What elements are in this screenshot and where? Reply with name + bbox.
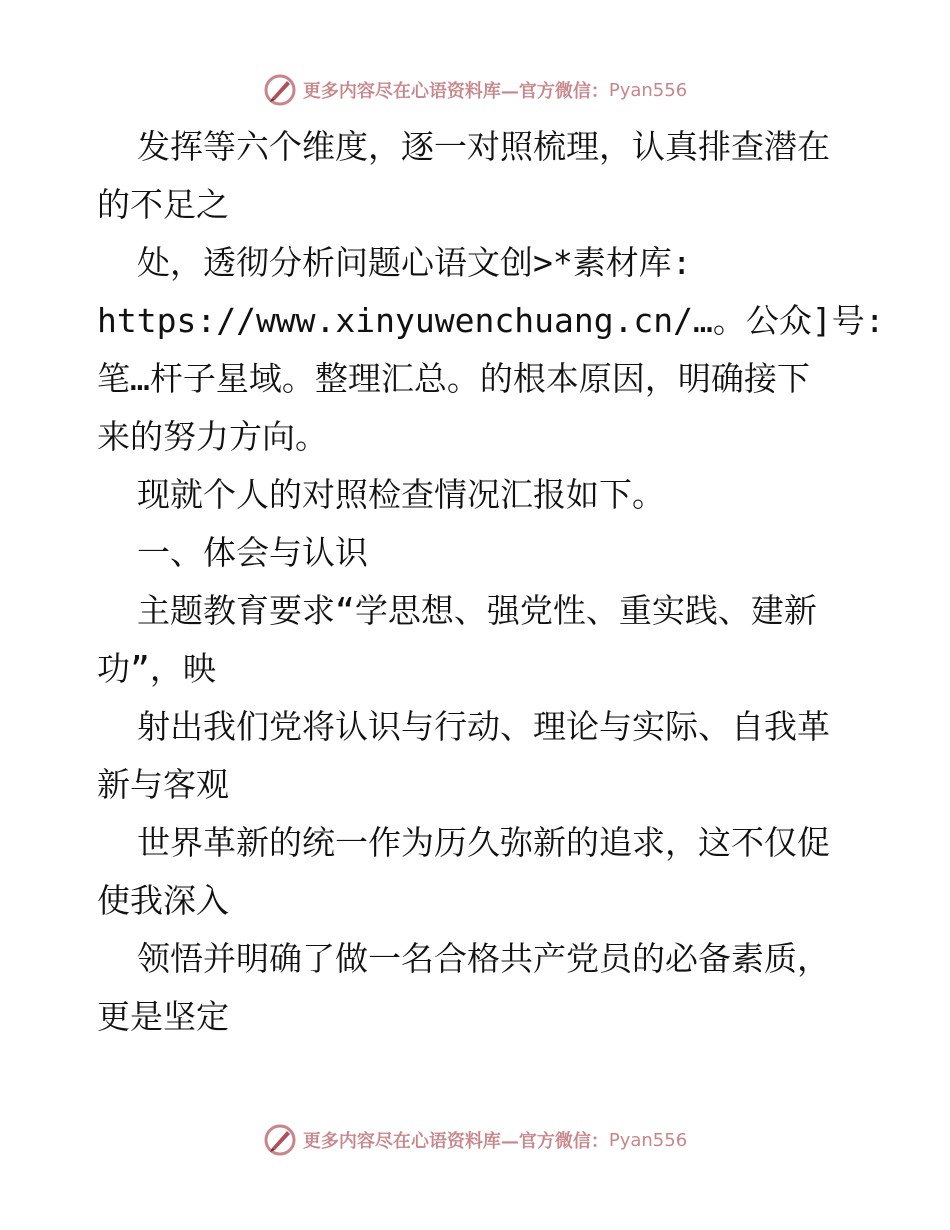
text-line: 主题教育要求“学思想、强党性、重实践、建新 <box>137 591 817 630</box>
text-line: 来的努力方向。 <box>97 417 328 456</box>
text-line: 笔…杆子星域。整理汇总。的根本原因，明确接下 <box>97 359 810 398</box>
text-line: 新与客观 <box>97 765 229 804</box>
text-line: 处，透彻分析问题心语文创>*素材库: <box>137 243 692 282</box>
text-line: 功”，映 <box>97 649 216 688</box>
text-line: 领悟并明确了做一名合格共产党员的必备素质， <box>137 939 830 978</box>
quill-pen-icon <box>263 73 297 107</box>
watermark-wechat-id: Pyan556 <box>608 79 688 101</box>
text-line: 的不足之 <box>97 185 229 224</box>
text-line: 更是坚定 <box>97 997 229 1036</box>
quill-pen-icon <box>263 1123 297 1157</box>
watermark-wechat-id: Pyan556 <box>608 1129 688 1151</box>
header-watermark <box>0 70 950 110</box>
watermark-brand-text: 更多内容尽在心语资料库—官方微信： <box>302 81 609 102</box>
document-body <box>97 118 885 1046</box>
text-line: https://www.xinyuwenchuang.cn/…。公众]号: <box>97 301 885 340</box>
section-heading: 一、体会与认识 <box>137 533 368 572</box>
text-line: 现就个人的对照检查情况汇报如下。 <box>137 475 665 514</box>
watermark-brand-text: 更多内容尽在心语资料库—官方微信： <box>302 1131 609 1152</box>
text-line: 使我深入 <box>97 881 229 920</box>
footer-watermark <box>0 1120 950 1160</box>
text-line: 世界革新的统一作为历久弥新的追求，这不仅促 <box>137 823 830 862</box>
text-line: 射出我们党将认识与行动、理论与实际、自我革 <box>137 707 830 746</box>
text-line: 发挥等六个维度，逐一对照梳理，认真排查潜在 <box>137 127 830 166</box>
